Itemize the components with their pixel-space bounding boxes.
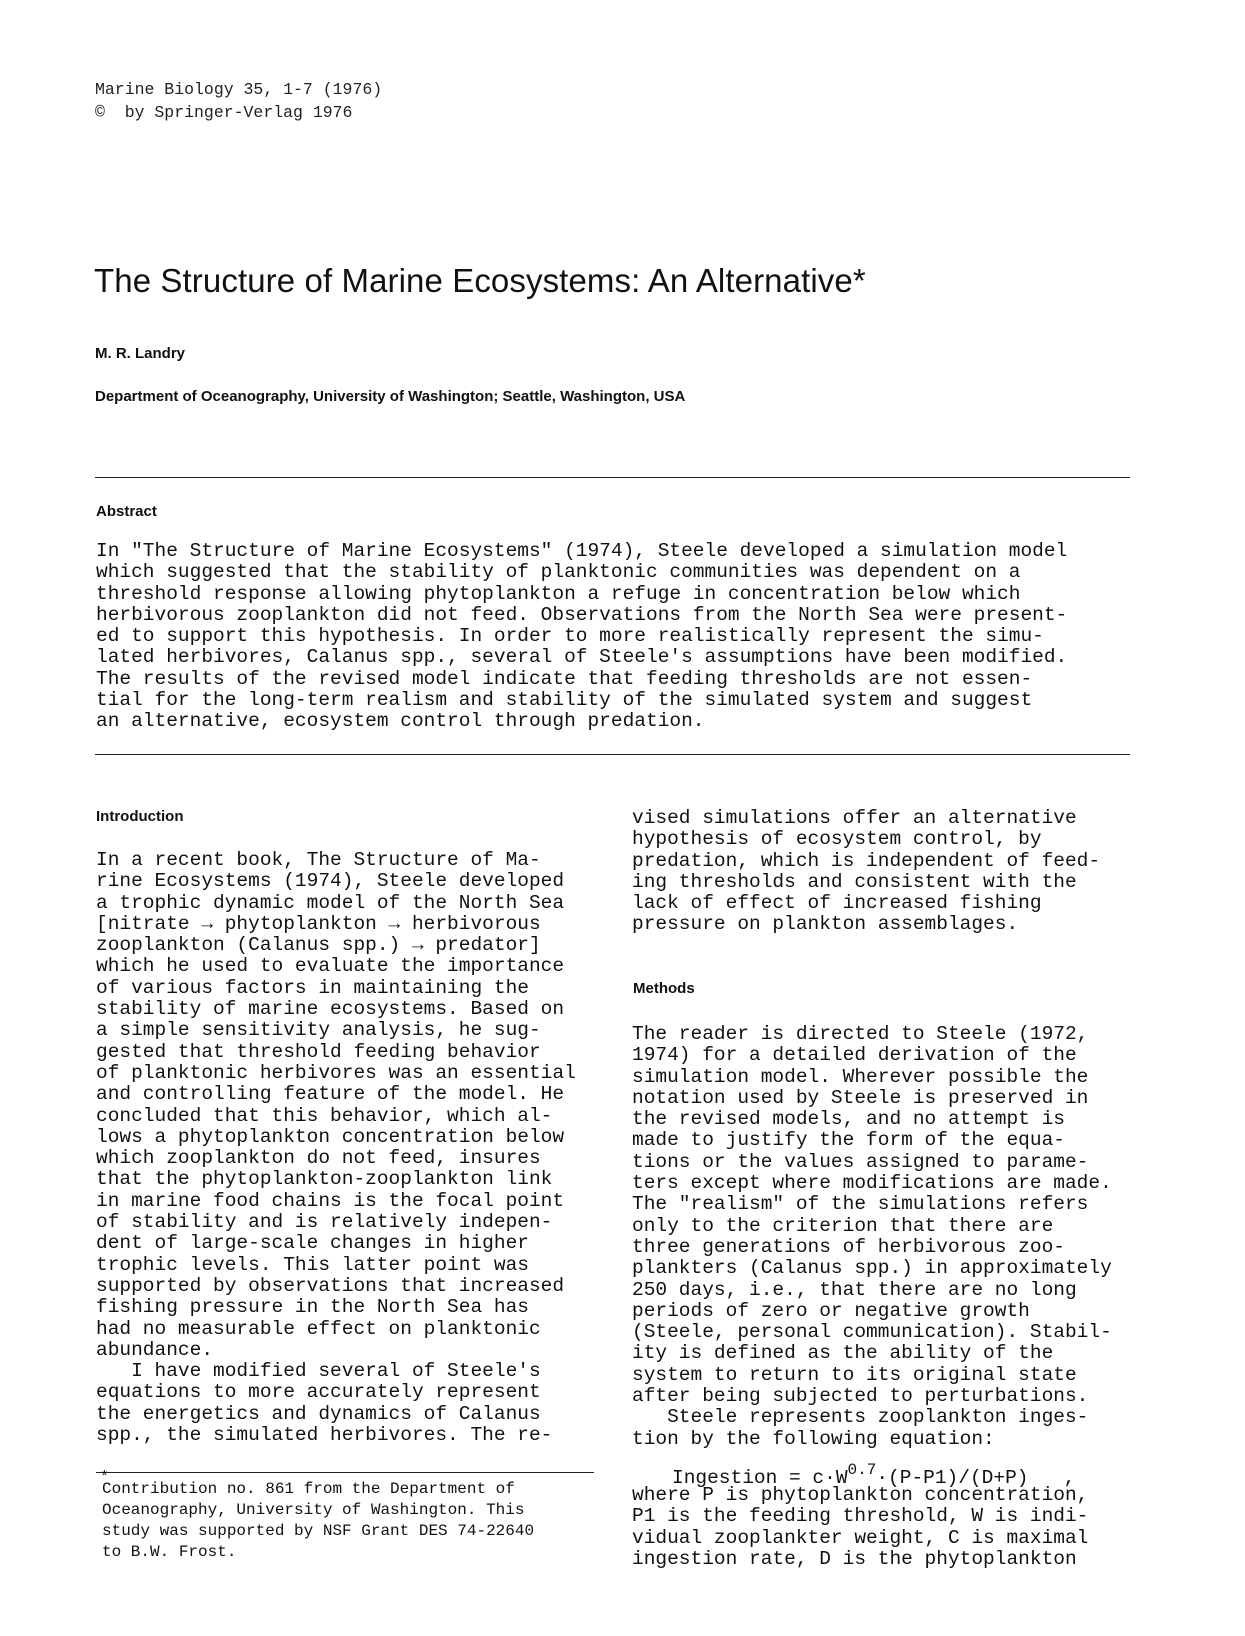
abstract-heading: Abstract xyxy=(96,503,157,520)
abstract-top-rule xyxy=(95,477,1130,478)
introduction-heading: Introduction xyxy=(96,808,184,825)
equation-lhs: Ingestion = c·W xyxy=(672,1467,848,1489)
introduction-body: In a recent book, The Structure of Ma- rine Ecosystems (1974), Steele developed a trophic dynamic model of the North Sea [nitrate → phytoplankton → herbivorous zooplankton (Calanus spp.) → predator] which he used to evaluate the importance of various factors in maintaining the stability of marine ecosystems. Based on a simple sensitivity analysis, he sug- gested that threshold feeding behavior of planktonic herbivores was an essential and controlling feature of the model. He concluded that this behavior, which al- lows a phytoplankton concentration below which zooplankton do not feed, insures that the phytoplankton-zooplankton link in marine food chains is the focal point of stability and is relatively indepen- dent of large-scale changes in higher trophic levels. This latter point was supported by observations that increased fishing pressure in the North Sea has had no measurable effect on planktonic abundance. I have modified several of Steele's equations to more accurately represent the energetics and dynamics of Calanus spp., the simulated herbivores. The re- xyxy=(96,849,576,1447)
copyright-line: © by Springer-Verlag 1976 xyxy=(95,103,353,122)
journal-citation-block xyxy=(95,78,382,124)
author-affiliation: Department of Oceanography, University of Washington; Seattle, Washington, USA xyxy=(95,388,686,405)
author-name: M. R. Landry xyxy=(95,345,186,362)
methods-heading: Methods xyxy=(633,980,695,997)
methods-body: The reader is directed to Steele (1972, 1974) for a detailed derivation of the simulation model. Wherever possible the notation used by Steele is preserved in the revised models, and no attempt is made to justify the form of the equa- tions or the values assigned to parame- ters except where modifications are made. The "realism" of the simulations refers only to the criterion that there are three generations of herbivorous zoo- plankters (Calanus spp.) in approximately 250 days, i.e., that there are no long periods of zero or negative growth (Steele, personal communication). Stabil- ity is defined as the ability of the system to return to its original state after being subjected to perturbations. Steele represents zooplankton inges- tion by the following equation: xyxy=(632,1023,1112,1450)
abstract-body: In "The Structure of Marine Ecosystems" (1974), Steele developed a simulation model which suggested that the stability of planktonic communities was dependent on a threshold response allowing phytoplankton a refuge in concentration below which herbivorous zooplankton did not feed. Observations from the North Sea were present- ed to support this hypothesis. In order to more realistically represent the simu- lated herbivores, Calanus spp., several of Steele's assumptions have been modified. The results of the revised model indicate that feeding thresholds are not essen- tial for the long-term realism and stability of the simulated system and suggest an alternative, ecosystem control through predation. xyxy=(96,540,1068,733)
journal-citation: Marine Biology 35, 1-7 (1976) xyxy=(95,80,383,99)
equation-exponent: 0.7 xyxy=(847,1461,877,1479)
footnote-rule xyxy=(96,1472,594,1473)
abstract-bottom-rule xyxy=(95,754,1130,755)
equation-definitions: where P is phytoplankton concentration, P1 is the feeding threshold, W is indi- vidual zooplankter weight, C is maximal ingestion rate, D is the phytoplankton xyxy=(632,1484,1089,1570)
article-title: The Structure of Marine Ecosystems: An Alternative* xyxy=(94,262,866,299)
equation-rhs: ·(P-P1)/(D+P) , xyxy=(876,1467,1076,1489)
footnote-marker: * xyxy=(100,1469,110,1486)
introduction-continuation: vised simulations offer an alternative hypothesis of ecosystem control, by predation, which is independent of feed- ing thresholds and consistent with the lack of effect of increased fishing pressure on plankton assemblages. xyxy=(632,807,1101,936)
footnote-text: Contribution no. 861 from the Department of Oceanography, University of Washington. This study was supported by NSF Grant DES 74-22640 to B.W. Frost. xyxy=(102,1480,535,1561)
